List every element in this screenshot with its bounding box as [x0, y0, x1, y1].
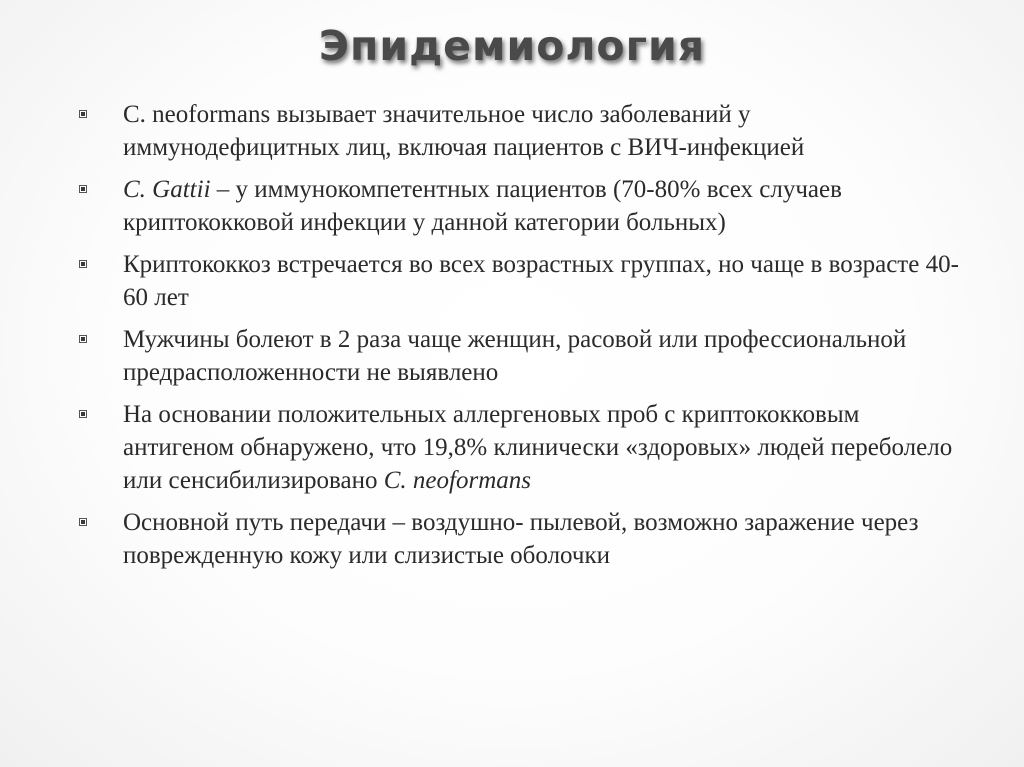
bullet-text-italic: C. neoformans — [383, 467, 531, 494]
bullet-item — [76, 98, 966, 164]
slide-title: Эпидемиология — [318, 22, 706, 70]
bullet-item — [76, 248, 966, 314]
square-bullet-icon — [79, 518, 87, 526]
bullet-item — [76, 323, 966, 389]
square-bullet-icon — [79, 185, 87, 193]
bullet-text-italic: C. Gattii — [123, 176, 211, 203]
bullet-text: C. neoformans вызывает значительное число заболеваний у иммунодефицитных лиц, включая пациентов с ВИЧ-инфекцией — [123, 101, 805, 161]
square-bullet-icon — [79, 260, 87, 268]
bullet-list — [76, 98, 966, 581]
bullet-item — [76, 173, 966, 239]
square-bullet-icon — [79, 335, 87, 343]
square-bullet-icon — [79, 110, 87, 118]
bullet-text: – у иммунокомпетентных пациентов (70-80% всех случаев криптококковой инфекции у данной категории больных) — [123, 176, 842, 236]
bullet-text: Основной путь передачи – воздушно- пылевой, возможно заражение через поврежденную кожу или слизистые оболочки — [123, 509, 919, 569]
bullet-text: Криптококкоз встречается во всех возрастных группах, но чаще в возрасте 40-60 лет — [123, 251, 959, 311]
square-bullet-icon — [79, 410, 87, 418]
bullet-item — [76, 398, 966, 497]
bullet-text: Мужчины болеют в 2 раза чаще женщин, расовой или профессиональной предрасположенности не выявлено — [123, 326, 907, 386]
bullet-item — [76, 506, 966, 572]
bullet-text: На основании положительных аллергеновых проб с криптококковым антигеном обнаружено, что 19,8% клинически «здоровых» людей переболело или сенсибилизировано — [123, 401, 953, 494]
